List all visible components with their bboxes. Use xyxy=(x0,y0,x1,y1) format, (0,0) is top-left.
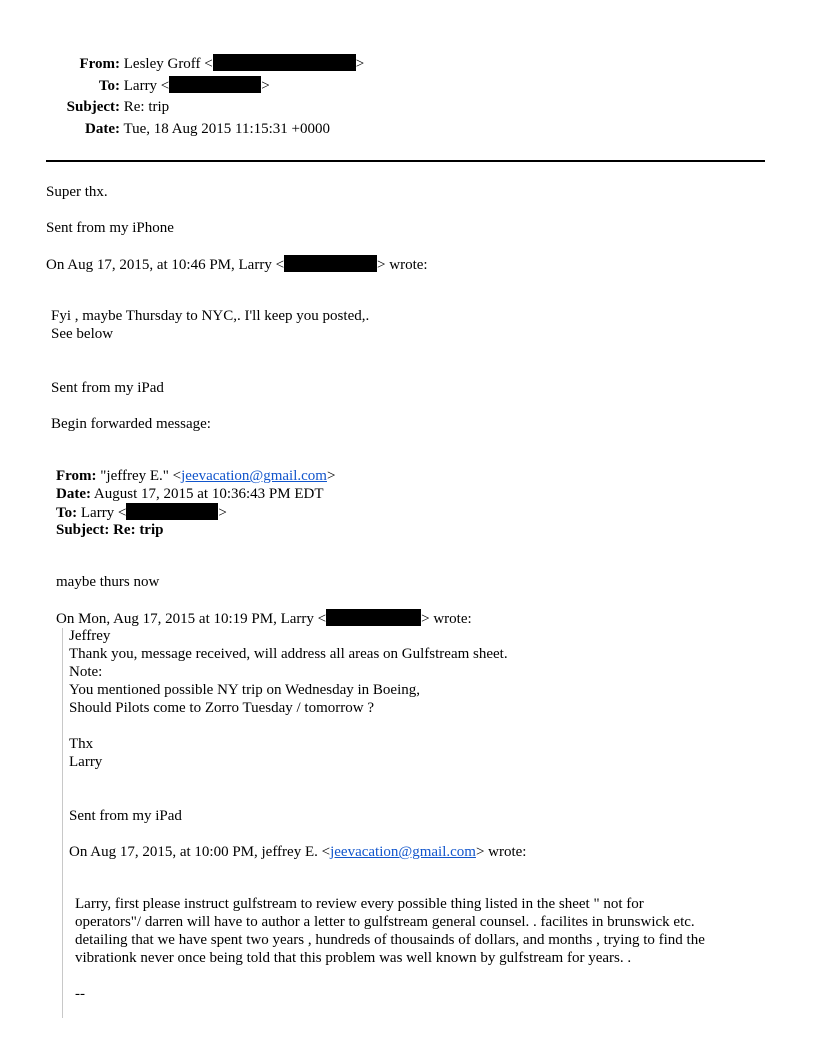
header-subject xyxy=(0,98,169,116)
signature-separator: -- xyxy=(75,986,85,1002)
email-link[interactable]: jeevacation@gmail.com xyxy=(330,844,476,860)
from-label: From: xyxy=(79,56,120,72)
original-line: vibrationk never once being told that this problem was well known by gulfstream for years. . xyxy=(75,950,632,966)
body-line: Super thx. xyxy=(46,184,108,200)
original-line: Larry, first please instruct gulfstream to review every possible thing listed in the sheet " not for xyxy=(75,896,644,912)
subject-label: Subject: xyxy=(66,99,120,115)
fwd-line: Fyi , maybe Thursday to NYC,. I'll keep you posted,. xyxy=(51,308,370,324)
date-label: Date: xyxy=(85,121,120,137)
fwd-line: Begin forwarded message: xyxy=(51,416,211,432)
header-date xyxy=(0,120,330,138)
subject-value: Re: trip xyxy=(123,99,170,115)
fwd-to: To: Larry < > xyxy=(56,505,227,521)
fwd-subject: Subject: Re: trip xyxy=(56,522,164,538)
quote-line: Thank you, message received, will address all areas on Gulfstream sheet. xyxy=(69,646,508,662)
redaction-box xyxy=(326,609,421,626)
from-value: Lesley Groff < xyxy=(123,56,213,72)
to-label: To: xyxy=(98,78,120,94)
reply-line: maybe thurs now xyxy=(56,574,160,590)
date-value: Tue, 18 Aug 2015 11:15:31 +0000 xyxy=(123,121,331,137)
quote-line: Note: xyxy=(69,664,103,680)
quote-line: You mentioned possible NY trip on Wednesday in Boeing, xyxy=(69,682,420,698)
quote-line: Should Pilots come to Zorro Tuesday / tomorrow ? xyxy=(69,700,374,716)
fwd-line: Sent from my iPad xyxy=(51,380,164,396)
quote-line: Thx xyxy=(69,736,94,752)
original-line: operators"/ darren will have to author a letter to gulfstream general counsel. . facilites in brunswick etc. xyxy=(75,914,695,930)
quote-line: Jeffrey xyxy=(69,628,111,644)
quote-line: Sent from my iPad xyxy=(69,808,182,824)
to-value: Larry < xyxy=(123,78,170,94)
redaction-box xyxy=(126,503,218,520)
quote-intro: On Aug 17, 2015, at 10:46 PM, Larry < > wrote: xyxy=(46,257,428,273)
header-to: To: Larry < > xyxy=(0,76,270,95)
email-link[interactable]: jeevacation@gmail.com xyxy=(181,468,327,484)
redaction-box xyxy=(213,54,356,71)
header-from: From: Lesley Groff < > xyxy=(0,54,364,73)
quote-line: Larry xyxy=(69,754,103,770)
original-line: detailing that we have spent two years , hundreds of thousainds of dollars, and months , trying to find the xyxy=(75,932,705,948)
header-divider xyxy=(46,160,765,162)
fwd-from: From: "jeffrey E." <jeevacation@gmail.com> xyxy=(56,468,336,484)
redaction-box xyxy=(169,76,261,93)
body-line: Sent from my iPhone xyxy=(46,220,174,236)
quote-bar xyxy=(62,628,63,1018)
fwd-line: See below xyxy=(51,326,114,342)
quote-intro: On Aug 17, 2015, at 10:00 PM, jeffrey E. <jeevacation@gmail.com> wrote: xyxy=(69,844,527,860)
fwd-date: Date: August 17, 2015 at 10:36:43 PM EDT xyxy=(56,486,324,502)
redaction-box xyxy=(284,255,377,272)
reply-intro: On Mon, Aug 17, 2015 at 10:19 PM, Larry < > wrote: xyxy=(56,611,472,627)
